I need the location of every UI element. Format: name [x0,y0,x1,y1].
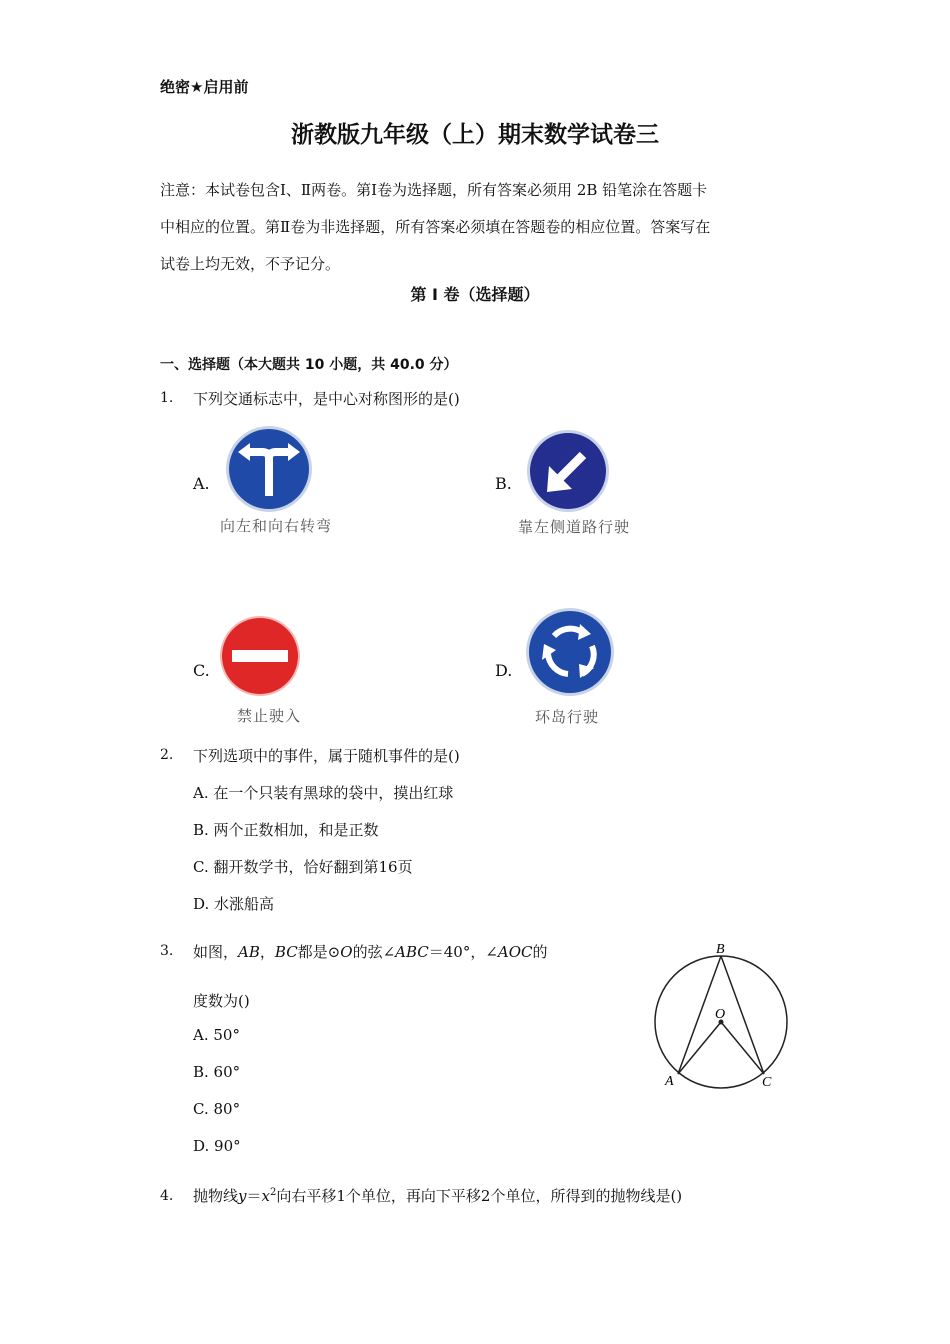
notice-line: 试卷上均无效，不予记分。 [160,255,341,273]
notice-line: 中相应的位置。第Ⅱ卷为非选择题，所有答案必须填在答题卷的相应位置。答案写在 [160,218,711,236]
sign-caption: 靠左侧道路行驶 [518,518,631,536]
sign-caption: 禁止驶入 [237,707,302,725]
option-label: C. [193,661,210,680]
option-d: D. 90° [193,1137,241,1155]
option-b: B. 两个正数相加，和是正数 [193,821,379,839]
circle-geometry-figure [645,936,795,1094]
page-title: 浙教版九年级（上）期末数学试卷三 [291,122,659,148]
point-label-b: B [716,942,725,957]
keep-left-sign-icon [525,428,611,514]
option-b: B. 60° [193,1063,241,1081]
option-label: A. [193,474,210,493]
question-text: 抛物线$y=x^2$向右平移1个单位，再向下平移2个单位，所得到的抛物线是() [193,1187,683,1205]
part-title: 第 I 卷（选择题） [410,285,540,304]
notice-line: 注意：本试卷包含Ⅰ、Ⅱ两卷。第Ⅰ卷为选择题，所有答案必须用 2B 铅笔涂在答题卡 [160,181,708,199]
sign-caption: 向左和向右转弯 [220,517,333,535]
option-c: C. 翻开数学书，恰好翻到第16页 [193,858,413,876]
question-text: 下列选项中的事件，属于随机事件的是() [193,747,460,765]
question-number: 2. [160,747,174,763]
confidential-label: 绝密★启用前 [160,78,249,96]
option-c: C. 80° [193,1100,241,1118]
option-d: D. 水涨船高 [193,895,275,913]
exam-notice [160,172,790,283]
roundabout-sign-icon [524,606,616,698]
question-text-line2: 度数为() [193,992,250,1010]
turn-left-right-sign-icon [224,424,314,514]
question-number: 4. [160,1188,174,1204]
point-label-a: A [665,1074,674,1089]
option-label: D. [495,661,513,680]
question-text: 下列交通标志中，是中心对称图形的是() [193,390,460,408]
option-a: A. 50° [193,1026,240,1044]
point-label-o: O [715,1007,726,1022]
question-number: 3. [160,943,174,959]
option-a: A. 在一个只装有黑球的袋中，摸出红球 [193,784,454,802]
no-entry-sign-icon [218,614,302,698]
question-text: 如图，AB，BC都是⊙O的弦∠ABC＝40°，∠AOC的 [193,943,548,961]
point-label-c: C [762,1075,772,1090]
option-label: B. [495,474,512,493]
sign-caption: 环岛行驶 [535,708,600,726]
question-number: 1. [160,390,174,406]
section-heading: 一、选择题（本大题共 10 小题，共 40.0 分） [160,357,458,373]
